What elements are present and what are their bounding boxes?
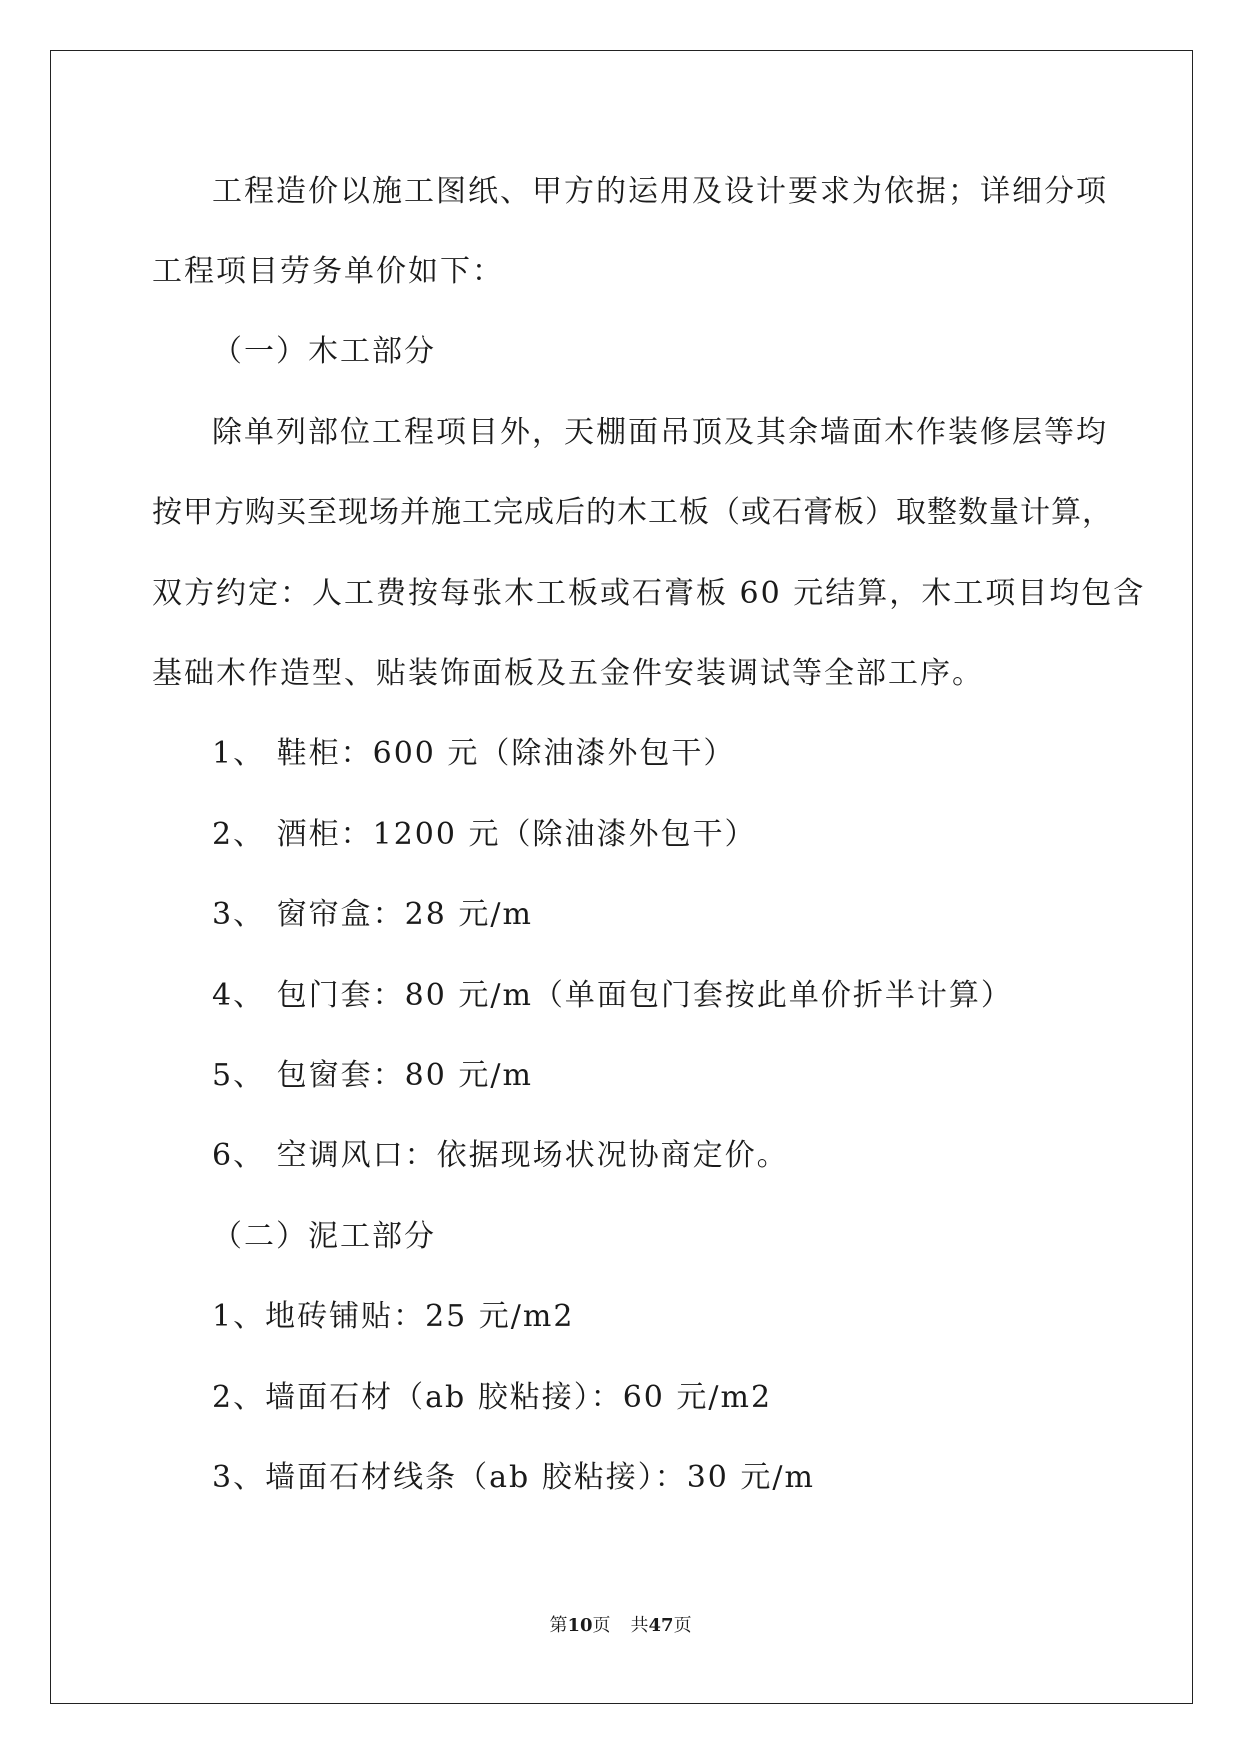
- list-item: 3、 窗帘盒：28 元/m: [212, 897, 533, 932]
- paragraph-2-line-3: 双方约定：人工费按每张木工板或石膏板 60 元结算，木工项目均包含: [152, 576, 1146, 611]
- list-item: 3、墙面石材线条（ab 胶粘接）：30 元/m: [212, 1460, 815, 1495]
- section-heading-masonry: （二）泥工部分: [212, 1219, 436, 1254]
- footer-total-suffix: 页: [673, 1615, 692, 1636]
- list-item: 2、墙面石材（ab 胶粘接）：60 元/m2: [212, 1380, 773, 1415]
- footer-total-prefix: 共: [630, 1615, 649, 1636]
- paragraph-2-line-2: 按甲方购买至现场并施工完成后的木工板（或石膏板）取整数量计算，: [152, 495, 1112, 530]
- footer-page-suffix: 页: [592, 1615, 611, 1636]
- page-number: 10: [567, 1615, 593, 1636]
- page-border: [50, 50, 1193, 1704]
- list-item: 1、 鞋柜：600 元（除油漆外包干）: [212, 736, 736, 771]
- paragraph-1-line-2: 工程项目劳务单价如下：: [152, 254, 504, 289]
- total-pages: 47: [648, 1615, 674, 1636]
- paragraph-1-line-1: 工程造价以施工图纸、甲方的运用及设计要求为依据；详细分项: [212, 174, 1108, 209]
- page-footer: [0, 1614, 1241, 1638]
- paragraph-2-line-4: 基础木作造型、贴装饰面板及五金件安装调试等全部工序。: [152, 656, 984, 691]
- footer-prefix: 第: [549, 1615, 568, 1636]
- section-heading-carpentry: （一）木工部分: [212, 334, 436, 369]
- paragraph-2-line-1: 除单列部位工程项目外，天棚面吊顶及其余墙面木作装修层等均: [212, 415, 1108, 450]
- list-item: 2、 酒柜：1200 元（除油漆外包干）: [212, 817, 757, 852]
- list-item: 4、 包门套：80 元/m（单面包门套按此单价折半计算）: [212, 978, 1013, 1013]
- list-item: 1、地砖铺贴：25 元/m2: [212, 1299, 575, 1334]
- list-item: 5、 包窗套：80 元/m: [212, 1058, 533, 1093]
- list-item: 6、 空调风口：依据现场状况协商定价。: [212, 1138, 789, 1173]
